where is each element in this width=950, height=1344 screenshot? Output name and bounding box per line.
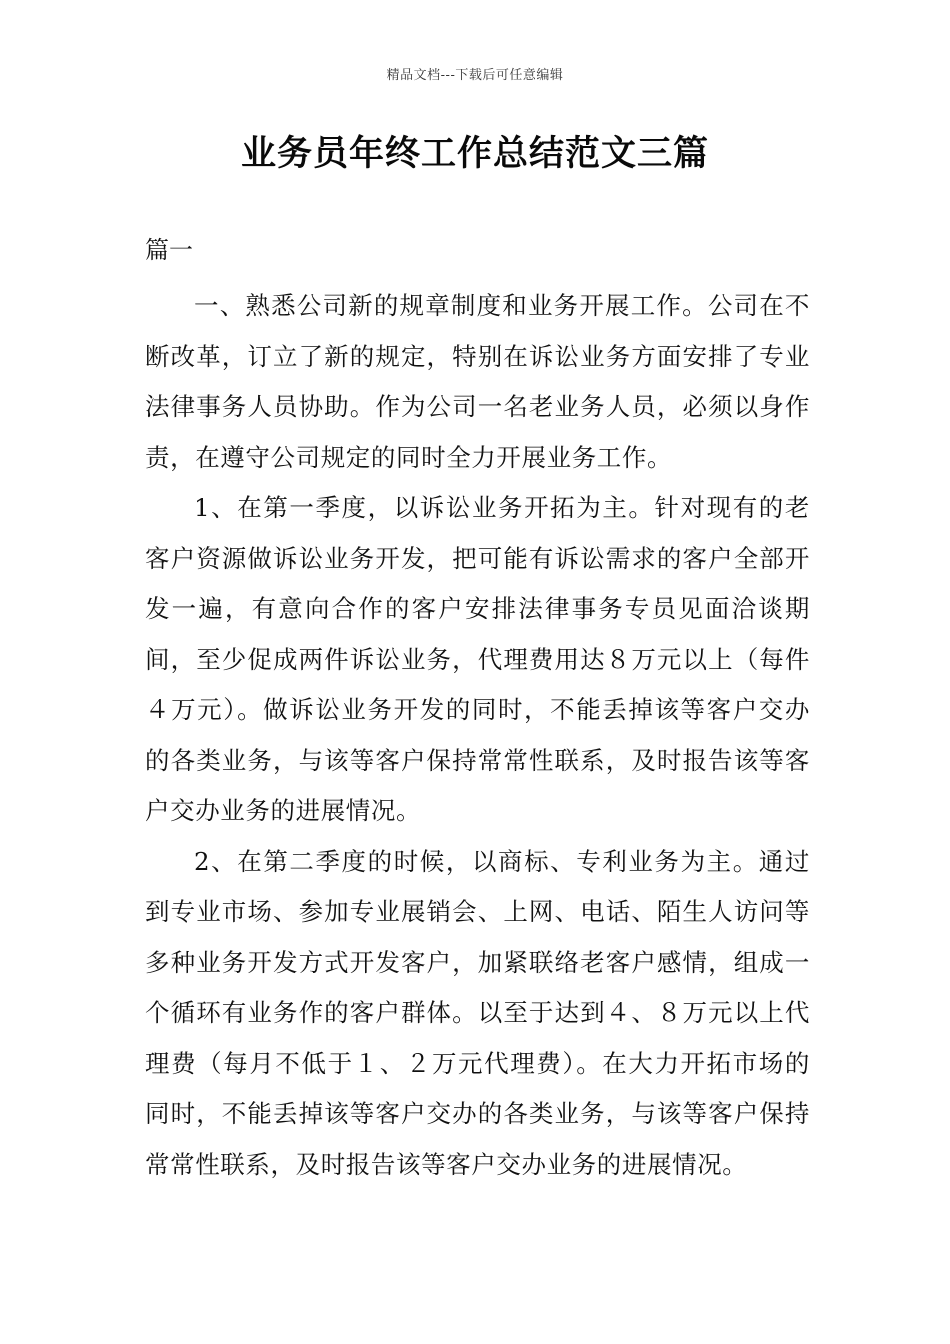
body-text (145, 281, 810, 1190)
section-label: 篇一 (145, 236, 193, 264)
document-title: 业务员年终工作总结范文三篇 (240, 134, 709, 174)
header-note: 精品文档---下载后可任意编辑 (386, 68, 564, 83)
paragraph-q1: 1、在第一季度，以诉讼业务开拓为主。针对现有的老客户资源做诉讼业务开发，把可能有诉讼需求的客户全部开发一遍，有意向合作的客户安排法律事务专员见面洽谈期间，至少促成两件诉讼业务，代理费用达８万元以上（每件４万元）。做诉讼业务开发的同时，不能丢掉该等客户交办的各类业务，与该等客户保持常常性联系，及时报告该等客户交办业务的进展情况。 (145, 493, 810, 825)
paragraph-intro: 一、熟悉公司新的规章制度和业务开展工作。公司在不断改革，订立了新的规定，特别在诉讼业务方面安排了专业法律事务人员协助。作为公司一名老业务人员，必须以身作责，在遵守公司规定的同时全力开展业务工作。 (145, 291, 810, 472)
paragraph-q2: 2、在第二季度的时候，以商标、专利业务为主。通过到专业市场、参加专业展销会、上网、电话、陌生人访问等多种业务开发方式开发客户，加紧联络老客户感情，组成一个循环有业务作的客户群体。以至于达到４、８万元以上代理费（每月不低于１、２万元代理费）。在大力开拓市场的同时，不能丢掉该等客户交办的各类业务，与该等客户保持常常性联系，及时报告该等客户交办业务的进展情况。 (145, 846, 810, 1179)
